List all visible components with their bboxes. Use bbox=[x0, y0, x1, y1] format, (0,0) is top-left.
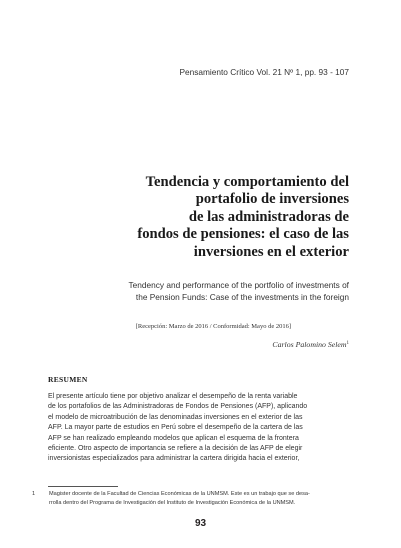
title-line: portafolio de inversiones bbox=[195, 191, 349, 208]
abstract-line: el modelo de microatribución de las denominadas inversiones en el exterior de las bbox=[48, 413, 303, 421]
author-name bbox=[272, 340, 349, 349]
footnote-text bbox=[49, 490, 354, 507]
footnote-line: rrolla dentro del Programa de Investigación del Instituto de Investigación Económica de la UNMSM. bbox=[49, 499, 296, 506]
title-line: inversiones en el exterior bbox=[193, 243, 349, 260]
abstract-body bbox=[48, 392, 352, 465]
abstract-line: AFP. La mayor parte de estudios en Perú sobre el desempeño de la cartera de las bbox=[48, 424, 303, 432]
page-number: 93 bbox=[194, 518, 207, 529]
article-title bbox=[49, 174, 349, 261]
abstract-line: inversionistas especializados para administrar la cartera dirigida hacia el exterior, bbox=[48, 455, 300, 463]
abstract-line: de los portafolios de las Administradoras de Fondos de Pensiones (AFP), aplicando bbox=[48, 403, 308, 411]
abstract-line: eficiente. Otro aspecto de importancia se refiere a la decisión de las AFP de elegir bbox=[48, 445, 303, 453]
abstract-line: El presente artículo tiene por objetivo analizar el desempeño de la renta variable bbox=[48, 393, 298, 400]
footnote-divider bbox=[48, 486, 118, 487]
english-title bbox=[49, 280, 349, 304]
author-text: Carlos Palomino Selem bbox=[272, 340, 347, 349]
title-line: fondos de pensiones: el caso de las bbox=[137, 226, 349, 243]
footnote bbox=[32, 490, 354, 507]
subtitle-line: the Pension Funds: Case of the investments in the foreign bbox=[135, 291, 349, 302]
abstract-line: AFP se han realizado empleando modelos que aplican el esquema de la frontera bbox=[48, 434, 299, 442]
footnote-line: Magister docente de la Facultad de Ciencias Económicas de la UNMSM. Este es un trabajo que se desa- bbox=[49, 491, 310, 497]
title-line: de las administradoras de bbox=[188, 208, 349, 225]
abstract-heading: RESUMEN bbox=[48, 375, 88, 384]
author-footnote-mark: 1 bbox=[346, 341, 349, 346]
subtitle-line: Tendency and performance of the portfolio of investments of bbox=[128, 280, 349, 290]
journal-reference: Pensamiento Crítico Vol. 21 Nº 1, pp. 93 - 107 bbox=[179, 67, 349, 77]
reception-dates: [Recepción: Marzo de 2016 / Conformidad: Mayo de 2016] bbox=[135, 323, 291, 330]
footnote-number: 1 bbox=[32, 491, 36, 497]
title-line: Tendencia y comportamiento del bbox=[145, 174, 349, 190]
